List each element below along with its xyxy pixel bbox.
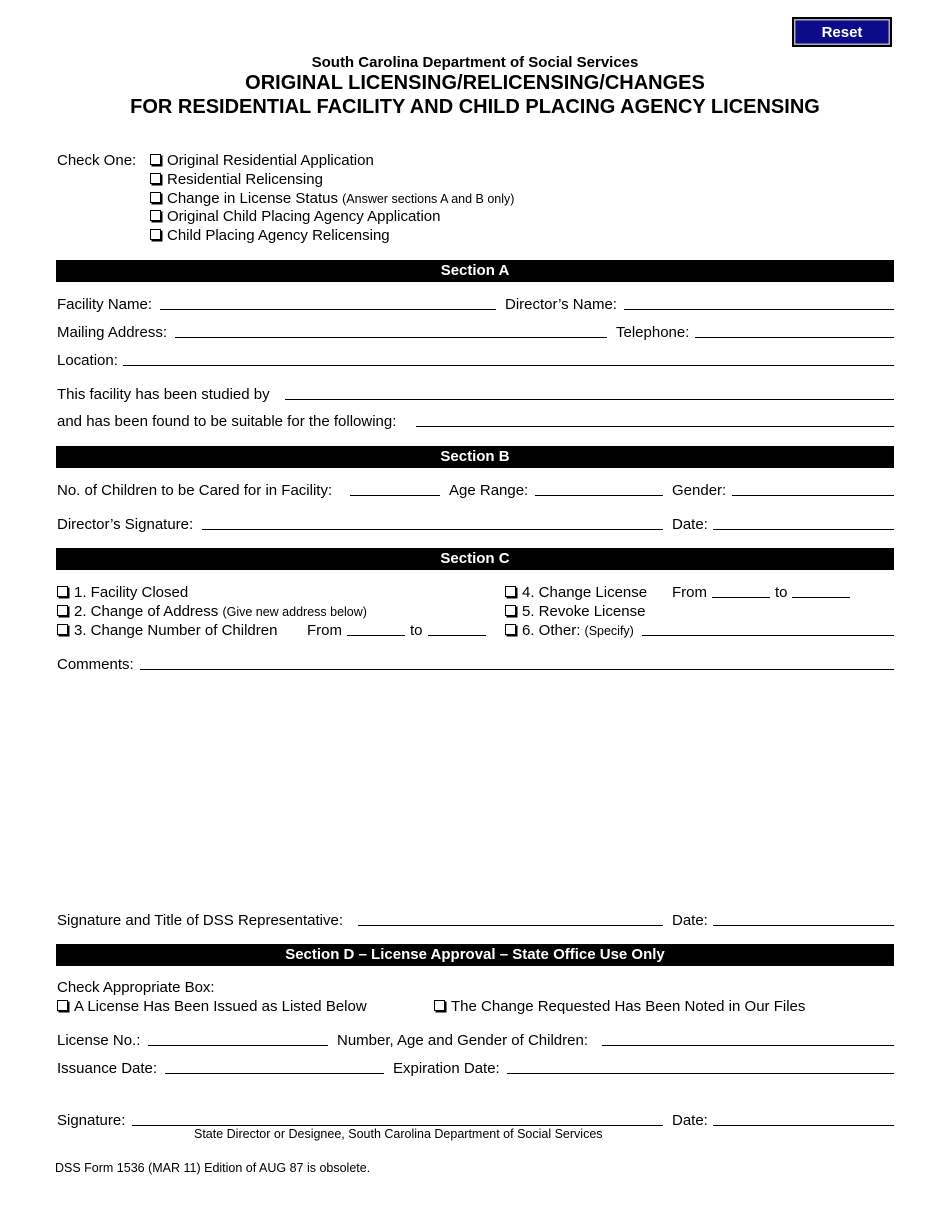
- directors-signature-label: Director’s Signature:: [57, 516, 194, 533]
- num-children-label: No. of Children to be Cared for in Facility:: [57, 482, 333, 499]
- age-range-field[interactable]: [535, 495, 663, 496]
- license-to-label: to: [775, 584, 788, 601]
- checkbox[interactable]: [505, 605, 516, 616]
- section-a-header: Section A: [56, 260, 894, 282]
- option-cpa-relicensing[interactable]: Child Placing Agency Relicensing: [150, 227, 390, 244]
- age-range-label: Age Range:: [449, 482, 529, 499]
- comments-field[interactable]: [140, 669, 894, 670]
- directors-name-label: Director’s Name:: [505, 296, 617, 313]
- mailing-address-label: Mailing Address:: [57, 324, 168, 341]
- section-d-date-label: Date:: [672, 1112, 708, 1129]
- other-specify-field[interactable]: [642, 635, 894, 636]
- option-license-issued[interactable]: A License Has Been Issued as Listed Below: [57, 998, 367, 1015]
- studied-by-field[interactable]: [285, 399, 894, 400]
- found-suitable-label: and has been found to be suitable for the following:: [57, 413, 397, 430]
- checkbox[interactable]: [57, 586, 68, 597]
- option-revoke-license[interactable]: 5. Revoke License: [505, 603, 645, 620]
- check-appropriate-label: Check Appropriate Box:: [57, 979, 215, 996]
- section-d-date-field[interactable]: [713, 1125, 894, 1126]
- num-age-gender-field[interactable]: [602, 1045, 894, 1046]
- checkbox[interactable]: [57, 1000, 68, 1011]
- option-change-license-status[interactable]: Change in License Status (Answer sections A and B only): [150, 190, 514, 207]
- gender-field[interactable]: [732, 495, 894, 496]
- issuance-date-field[interactable]: [165, 1073, 384, 1074]
- checkbox[interactable]: [150, 173, 161, 184]
- option-change-address[interactable]: 2. Change of Address (Give new address below): [57, 603, 367, 620]
- rep-signature-label: Signature and Title of DSS Representative:: [57, 912, 343, 929]
- section-d-header: Section D – License Approval – State Office Use Only: [56, 944, 894, 966]
- license-to-field[interactable]: [792, 597, 850, 598]
- signature-caption: State Director or Designee, South Carolina Department of Social Services: [194, 1127, 603, 1141]
- facility-name-label: Facility Name:: [57, 296, 153, 313]
- section-c-header: Section C: [56, 548, 894, 570]
- telephone-label: Telephone:: [616, 324, 690, 341]
- comments-label: Comments:: [57, 656, 134, 673]
- agency-name: South Carolina Department of Social Services: [311, 54, 639, 71]
- option-facility-closed[interactable]: 1. Facility Closed: [57, 584, 188, 601]
- expiration-date-field[interactable]: [507, 1073, 894, 1074]
- directors-signature-field[interactable]: [202, 529, 663, 530]
- option-residential-relicensing[interactable]: Residential Relicensing: [150, 171, 323, 188]
- option-change-noted[interactable]: The Change Requested Has Been Noted in Our Files: [434, 998, 805, 1015]
- license-no-field[interactable]: [148, 1045, 328, 1046]
- checkbox[interactable]: [505, 586, 516, 597]
- option-original-residential[interactable]: Original Residential Application: [150, 152, 374, 169]
- children-from-label: From: [307, 622, 342, 639]
- license-from-label: From: [672, 584, 707, 601]
- directors-name-field[interactable]: [624, 309, 894, 310]
- checkbox[interactable]: [434, 1000, 445, 1011]
- checkbox[interactable]: [57, 605, 68, 616]
- checkbox[interactable]: [150, 192, 161, 203]
- facility-name-field[interactable]: [160, 309, 496, 310]
- option-change-license[interactable]: 4. Change License: [505, 584, 647, 601]
- reset-button[interactable]: Reset: [792, 17, 892, 47]
- expiration-date-label: Expiration Date:: [393, 1060, 500, 1077]
- checkbox[interactable]: [150, 229, 161, 240]
- telephone-field[interactable]: [695, 337, 894, 338]
- section-b-date-field[interactable]: [713, 529, 894, 530]
- rep-signature-field[interactable]: [358, 925, 663, 926]
- checkbox[interactable]: [150, 210, 161, 221]
- checkbox[interactable]: [505, 624, 516, 635]
- children-to-field[interactable]: [428, 635, 486, 636]
- issuance-date-label: Issuance Date:: [57, 1060, 158, 1077]
- location-field[interactable]: [123, 365, 894, 366]
- location-label: Location:: [57, 352, 118, 369]
- num-age-gender-label: Number, Age and Gender of Children:: [337, 1032, 588, 1049]
- gender-label: Gender:: [672, 482, 727, 499]
- section-c-date-field[interactable]: [713, 925, 894, 926]
- checkbox[interactable]: [57, 624, 68, 635]
- license-from-field[interactable]: [712, 597, 770, 598]
- found-suitable-field[interactable]: [416, 426, 894, 427]
- signature-field[interactable]: [132, 1125, 663, 1126]
- form-footer: DSS Form 1536 (MAR 11) Edition of AUG 87 is obsolete.: [55, 1161, 371, 1175]
- option-original-cpa[interactable]: Original Child Placing Agency Application: [150, 208, 441, 225]
- num-children-field[interactable]: [350, 495, 440, 496]
- section-b-date-label: Date:: [672, 516, 708, 533]
- check-one-label: Check One:: [57, 152, 137, 169]
- children-to-label: to: [410, 622, 423, 639]
- section-c-date-label: Date:: [672, 912, 708, 929]
- option-change-number-children[interactable]: 3. Change Number of Children: [57, 622, 277, 639]
- signature-label: Signature:: [57, 1112, 126, 1129]
- option-other[interactable]: 6. Other: (Specify): [505, 622, 634, 639]
- studied-by-label: This facility has been studied by: [57, 386, 270, 403]
- license-no-label: License No.:: [57, 1032, 141, 1049]
- form-title-line2: FOR RESIDENTIAL FACILITY AND CHILD PLACING AGENCY LICENSING: [130, 96, 820, 118]
- checkbox[interactable]: [150, 154, 161, 165]
- mailing-address-field[interactable]: [175, 337, 607, 338]
- form-title-line1: ORIGINAL LICENSING/RELICENSING/CHANGES: [245, 72, 705, 94]
- children-from-field[interactable]: [347, 635, 405, 636]
- section-b-header: Section B: [56, 446, 894, 468]
